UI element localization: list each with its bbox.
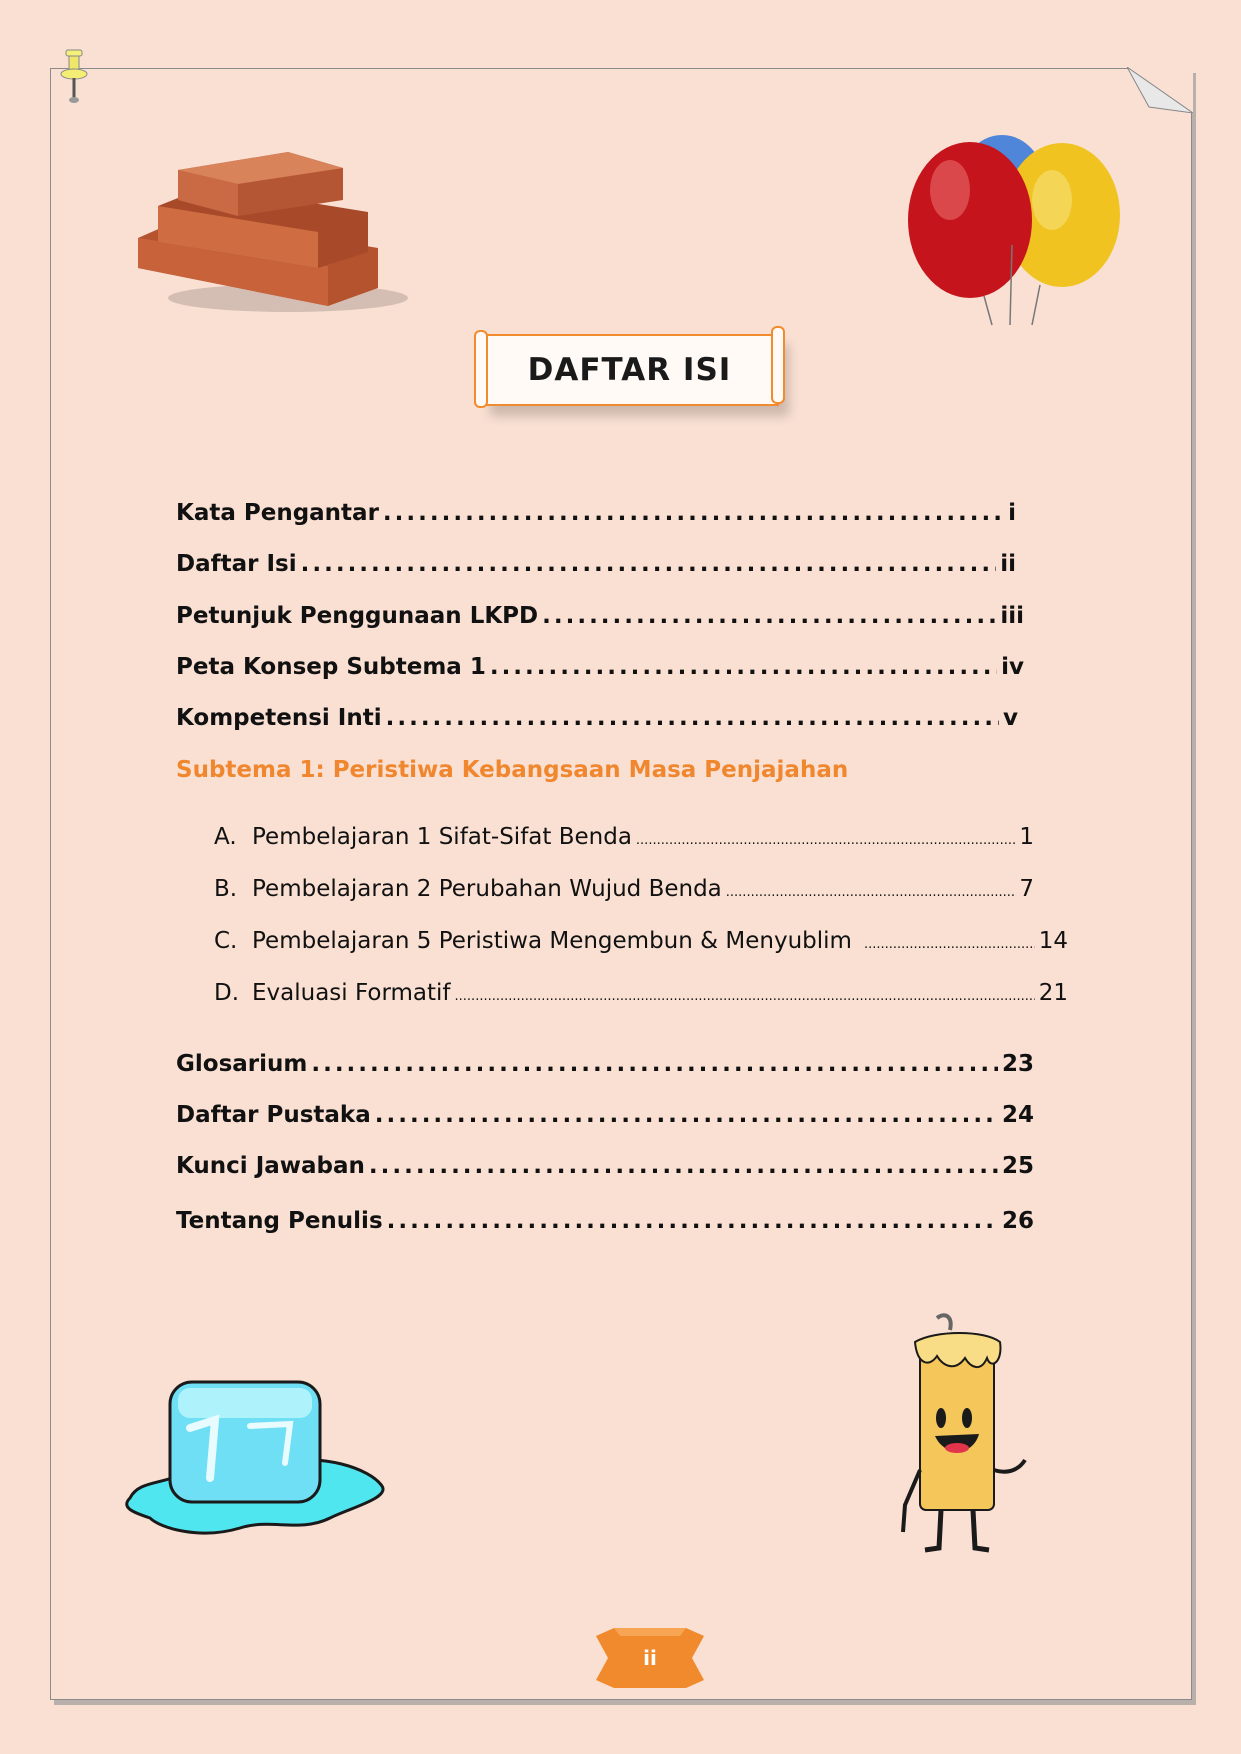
toc-dot-leader — [311, 1051, 998, 1077]
toc-sub-letter: C. — [214, 928, 238, 954]
page-number-badge — [596, 1628, 704, 1688]
subtema-heading: Subtema 1: Peristiwa Kebangsaan Masa Penjajahan — [176, 757, 849, 783]
toc-dot-leader — [383, 500, 1004, 526]
toc-sub-label: Pembelajaran 2 Perubahan Wujud Benda — [252, 876, 722, 902]
toc-entry — [176, 1051, 1034, 1081]
toc-dot-leader — [636, 833, 1015, 848]
toc-sub-letter: B. — [214, 876, 238, 902]
toc-dot-leader — [369, 1153, 998, 1179]
ice-cube-image — [120, 1368, 390, 1543]
page-curl-icon — [1127, 67, 1193, 113]
toc-entry — [176, 1208, 1034, 1238]
toc-entry — [176, 500, 1016, 530]
toc-entry — [176, 654, 1024, 684]
toc-entry-label: Petunjuk Penggunaan LKPD — [176, 603, 539, 629]
toc-dot-leader — [542, 603, 996, 629]
toc-entry-label: Kunci Jawaban — [176, 1153, 365, 1179]
toc-entry-page: 26 — [1001, 1208, 1034, 1234]
toc-entry-label: Tentang Penulis — [176, 1208, 383, 1234]
toc-entry-label: Kata Pengantar — [176, 500, 379, 526]
balloons-image — [892, 120, 1142, 335]
toc-sub-page: 7 — [1019, 876, 1034, 902]
toc-sub-letter: D. — [214, 980, 240, 1006]
toc-entry-page: iv — [1001, 654, 1024, 680]
toc-entry — [176, 551, 1016, 581]
candle-character-image — [895, 1310, 1045, 1560]
toc-dot-leader — [490, 654, 997, 680]
toc-dot-leader — [387, 1208, 998, 1234]
toc-entry — [176, 1102, 1034, 1132]
toc-dot-leader — [726, 885, 1016, 900]
toc-dot-leader — [386, 705, 999, 731]
page-number: ii — [643, 1646, 657, 1670]
toc-sub-entry — [214, 824, 1034, 854]
toc-entry-label: Daftar Pustaka — [176, 1102, 371, 1128]
toc-sub-page: 21 — [1038, 980, 1068, 1006]
toc-entry-page: ii — [1000, 551, 1016, 577]
toc-entry-page: iii — [1000, 603, 1024, 629]
toc-entry-page: 24 — [1001, 1102, 1034, 1128]
bricks-image — [128, 148, 418, 318]
toc-entry — [176, 603, 1024, 633]
toc-entry — [176, 1153, 1034, 1183]
toc-entry-page: v — [1003, 705, 1018, 731]
toc-sub-label: Pembelajaran 5 Peristiwa Mengembun & Menyublim — [252, 928, 852, 954]
toc-sub-entry — [214, 928, 1068, 958]
page-title: DAFTAR ISI — [527, 352, 732, 388]
toc-sub-letter: A. — [214, 824, 237, 850]
toc-entry-label: Kompetensi Inti — [176, 705, 382, 731]
toc-dot-leader — [375, 1102, 998, 1128]
pushpin-icon — [58, 48, 92, 108]
toc-entry — [176, 705, 1018, 735]
toc-sub-page: 14 — [1038, 928, 1068, 954]
toc-sub-label: Evaluasi Formatif — [252, 980, 451, 1006]
toc-entry-page: 23 — [1001, 1051, 1034, 1077]
toc-dot-leader — [455, 989, 1035, 1004]
title-banner — [480, 334, 779, 406]
toc-entry-label: Peta Konsep Subtema 1 — [176, 654, 486, 680]
toc-sub-page: 1 — [1019, 824, 1034, 850]
toc-sub-label: Pembelajaran 1 Sifat-Sifat Benda — [252, 824, 632, 850]
toc-entry-page: 25 — [1001, 1153, 1034, 1179]
toc-entry-page: i — [1008, 500, 1016, 526]
toc-sub-entry — [214, 980, 1068, 1010]
toc-entry-label: Daftar Isi — [176, 551, 297, 577]
toc-entry-label: Glosarium — [176, 1051, 308, 1077]
toc-dot-leader — [864, 937, 1035, 952]
toc-dot-leader — [301, 551, 997, 577]
toc-sub-entry — [214, 876, 1034, 906]
